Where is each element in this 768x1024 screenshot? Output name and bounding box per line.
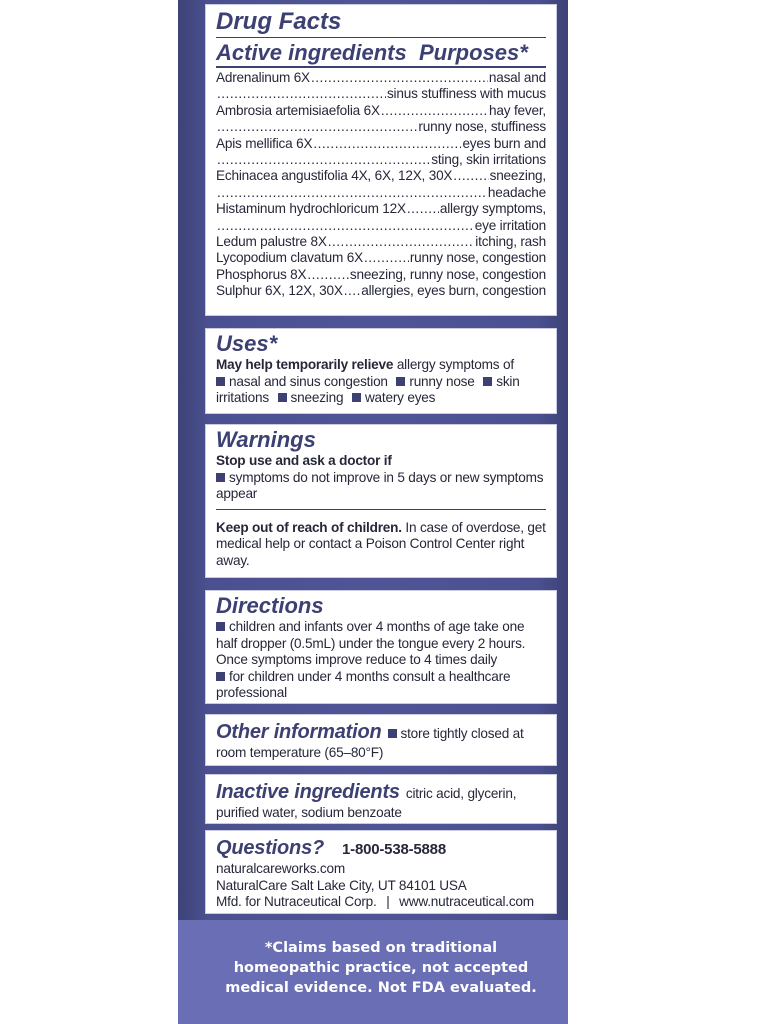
dot-leader xyxy=(217,152,430,168)
uses-item: nasal and sinus congestion xyxy=(229,373,388,389)
ingredient-row xyxy=(216,136,546,152)
claims-line: homeopathic practice, not accepted xyxy=(233,960,529,976)
dot-leader xyxy=(381,103,488,119)
ingredient-purpose: eyes burn and xyxy=(462,135,546,151)
ingredient-name: Histaminum hydrochloricum 12X xyxy=(216,201,406,217)
active-ingredients-header xyxy=(216,40,546,68)
inactive-ingredients-title: Inactive ingredients xyxy=(216,781,400,803)
ingredients-list xyxy=(216,70,546,300)
ingredient-purpose: nasal and xyxy=(488,70,546,85)
ingredient-purpose: runny nose, congestion xyxy=(409,250,546,266)
ingredient-row xyxy=(216,250,546,266)
bullet-square-icon xyxy=(216,672,225,681)
ingredient-purpose: headache xyxy=(487,184,546,200)
dot-leader xyxy=(328,234,475,250)
ingredient-row xyxy=(216,119,546,135)
keep-out-of-reach xyxy=(216,510,546,570)
dot-leader xyxy=(217,185,487,201)
uses-intro-rest: allergy symptoms of xyxy=(393,357,514,372)
ingredient-name: Ambrosia artemisiaefolia 6X xyxy=(216,102,380,118)
directions-text xyxy=(216,619,546,702)
directions-item: children and infants over 4 months of age take one half dropper (0.5mL) under the tongue every 2 hours. Once symptoms improve reduce to 4 times daily xyxy=(216,619,526,667)
ingredient-row xyxy=(216,201,546,217)
uses-box xyxy=(205,328,557,414)
separator-text: | xyxy=(386,894,390,909)
manufacturer-line xyxy=(216,894,546,911)
warnings-stop-section xyxy=(216,453,546,510)
ingredient-purpose: eye irritation xyxy=(474,217,546,233)
ingredient-row xyxy=(216,283,546,299)
other-information-body: store tightly closed at room temperature (65–80°F) xyxy=(216,726,524,760)
dot-leader xyxy=(344,283,360,299)
ingredient-name: Adrenalinum 6X xyxy=(216,70,310,85)
ingredient-row xyxy=(216,103,546,119)
mfd-site-text: www.nutraceutical.com xyxy=(399,894,534,909)
questions-title: Questions? xyxy=(216,837,325,859)
drug-facts-title: Drug Facts xyxy=(216,7,546,38)
uses-item: skin irritations xyxy=(216,373,520,405)
questions-header xyxy=(216,833,546,861)
ingredient-name: Echinacea angustifolia 4X, 6X, 12X, 30X xyxy=(216,168,453,184)
other-information-box xyxy=(205,714,557,766)
ingredient-row xyxy=(216,70,546,86)
ingredient-purpose: sneezing, xyxy=(489,168,546,184)
warnings-box xyxy=(205,424,557,578)
directions-item: for children under 4 months consult a healthcare professional xyxy=(216,668,511,700)
bullet-square-icon xyxy=(483,377,492,386)
ingredient-row xyxy=(216,152,546,168)
dot-leader xyxy=(407,201,439,217)
ingredient-row xyxy=(216,267,546,283)
ingredient-purpose: sneezing, runny nose, congestion xyxy=(349,266,546,282)
inactive-ingredients-body: citric acid, glycerin, purified water, sodium benzoate xyxy=(216,786,517,820)
phone-number: 1-800-538-5888 xyxy=(342,841,446,858)
bullet-square-icon xyxy=(216,473,225,482)
bullet-square-icon xyxy=(352,393,361,402)
claims-line: *Claims based on traditional xyxy=(264,940,498,956)
mfd-text: Mfd. for Nutraceutical Corp. xyxy=(216,894,377,909)
keep-out-rest: In case of overdose, get medical help or contact a Poison Control Center right away. xyxy=(216,519,546,568)
ingredient-purpose: itching, rash xyxy=(475,234,546,250)
uses-item: sneezing xyxy=(290,390,344,405)
dot-leader xyxy=(217,86,386,102)
dot-leader xyxy=(364,250,409,266)
ingredient-purpose: runny nose, stuffiness xyxy=(418,119,546,135)
claims-disclaimer xyxy=(200,938,562,998)
active-ingredients-label: Active ingredients xyxy=(216,40,407,65)
ingredient-name: Lycopodium clavatum 6X xyxy=(216,250,363,266)
address-text: NaturalCare Salt Lake City, UT 84101 USA xyxy=(216,877,467,893)
bullet-square-icon xyxy=(216,622,225,631)
ingredient-purpose: allergy symptoms, xyxy=(439,201,546,217)
ingredient-name: Phosphorus 8X xyxy=(216,266,307,282)
ingredient-row xyxy=(216,185,546,201)
dot-leader xyxy=(453,168,488,184)
bullet-square-icon xyxy=(278,393,287,402)
ingredient-row xyxy=(216,168,546,184)
stop-use-heading: Stop use and ask a doctor if xyxy=(216,453,392,468)
directions-box xyxy=(205,590,557,704)
ingredient-purpose: allergies, eyes burn, congestion xyxy=(361,283,546,299)
dot-leader xyxy=(217,119,417,135)
uses-intro-bold: May help temporarily relieve xyxy=(216,357,394,372)
bullet-square-icon xyxy=(388,729,397,738)
uses-title: Uses* xyxy=(216,331,278,356)
questions-box xyxy=(205,830,557,914)
ingredient-purpose: sinus stuffiness with mucus xyxy=(386,86,546,102)
ingredient-name: Sulphur 6X, 12X, 30X xyxy=(216,283,343,299)
ingredient-row xyxy=(216,218,546,234)
drug-facts-box xyxy=(205,4,557,316)
warnings-title: Warnings xyxy=(216,427,316,452)
purposes-label: Purposes* xyxy=(418,40,528,65)
uses-item: runny nose xyxy=(409,373,475,389)
dot-leader xyxy=(311,70,488,86)
keep-out-bold: Keep out of reach of children. xyxy=(216,519,402,535)
bullet-square-icon xyxy=(216,377,225,386)
website-text: naturalcareworks.com xyxy=(216,861,345,876)
ingredient-name: Apis mellifica 6X xyxy=(216,135,313,151)
stop-use-item: symptoms do not improve in 5 days or new symptoms appear xyxy=(216,469,544,501)
ingredient-row xyxy=(216,86,546,102)
inactive-ingredients-text xyxy=(216,777,546,822)
other-information-text xyxy=(216,717,546,762)
dot-leader xyxy=(313,136,461,152)
dot-leader xyxy=(307,267,349,283)
dot-leader xyxy=(217,218,474,234)
ingredient-name: Ledum palustre 8X xyxy=(216,234,327,250)
other-information-title: Other information xyxy=(216,721,382,743)
uses-item: watery eyes xyxy=(364,390,436,405)
inactive-ingredients-box xyxy=(205,774,557,824)
bullet-square-icon xyxy=(396,377,405,386)
claims-line: medical evidence. Not FDA evaluated. xyxy=(225,980,537,996)
ingredient-row xyxy=(216,234,546,250)
ingredient-purpose: hay fever, xyxy=(489,102,546,118)
uses-text xyxy=(216,357,546,407)
directions-title: Directions xyxy=(216,593,324,618)
ingredient-purpose: sting, skin irritations xyxy=(431,152,546,168)
